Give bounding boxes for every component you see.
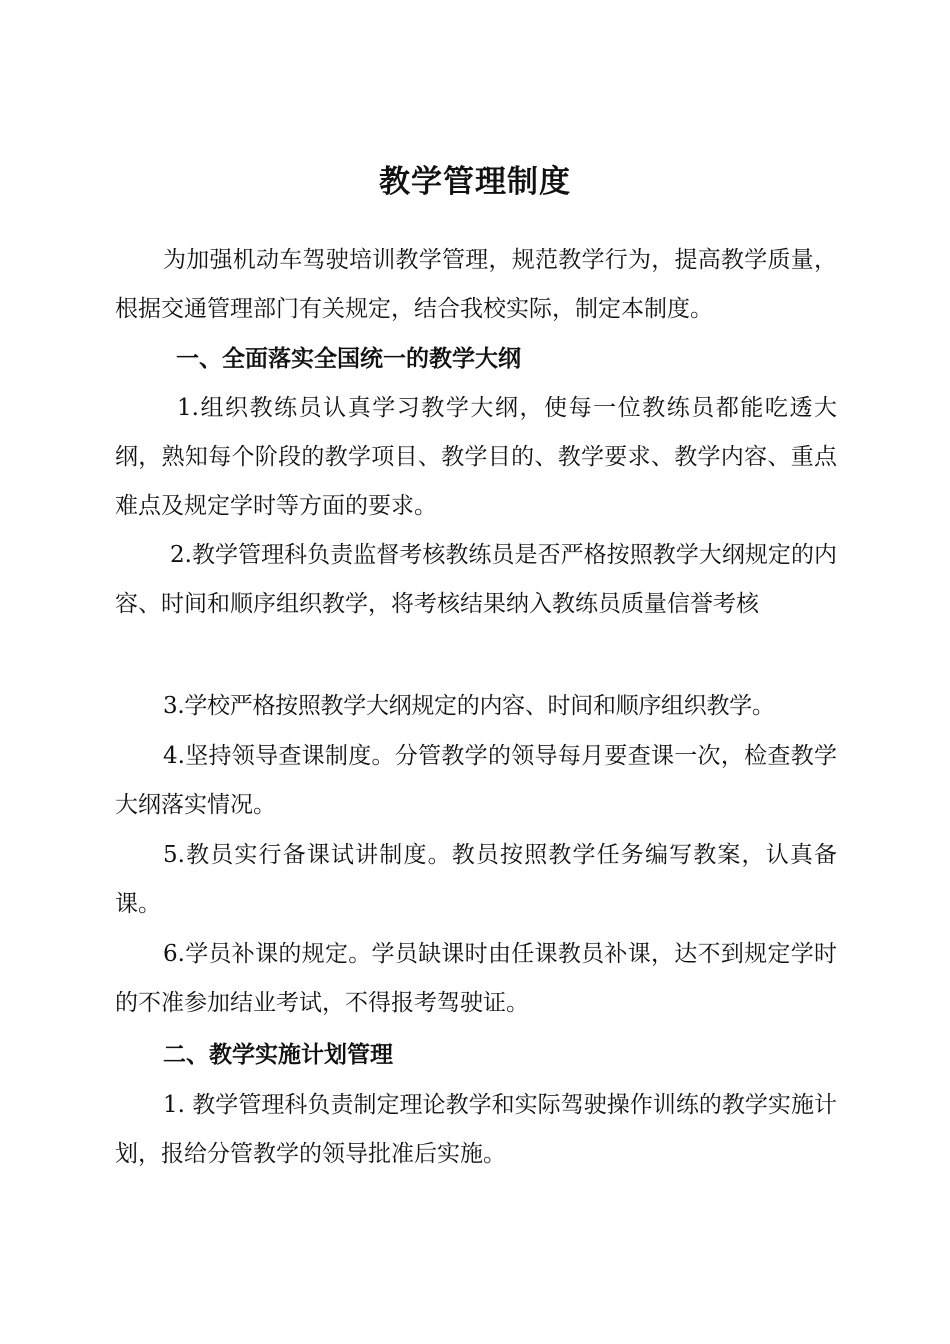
section-two-item-1: 1. 教学管理科负责制定理论教学和实际驾驶操作训练的教学实施计划，报给分管教学的领导批准后实施。 xyxy=(115,1092,837,1167)
section-one-item-6: 6.学员补课的规定。学员缺课时由任课教员补课，达不到规定学时的不准参加结业考试，不得报考驾驶证。 xyxy=(115,941,837,1016)
section-one-item-2: 2.教学管理科负责监督考核教练员是否严格按照教学大纲规定的内容、时间和顺序组织教学，将考核结果纳入教练员质量信誉考核 xyxy=(115,542,837,617)
section-one-item-3: 3.学校严格按照教学大纲规定的内容、时间和顺序组织教学。 xyxy=(163,693,775,719)
section-two-heading: 二、教学实施计划管理 xyxy=(163,1041,393,1068)
section-one-heading: 一、全面落实全国统一的教学大纲 xyxy=(176,345,521,372)
section-one-item-5: 5.教员实行备课试讲制度。教员按照教学任务编写教案，认真备课。 xyxy=(115,842,837,917)
intro-paragraph: 为加强机动车驾驶培训教学管理，规范教学行为，提高教学质量，根据交通管理部门有关规定，结合我校实际，制定本制度。 xyxy=(115,247,837,322)
section-one-item-4: 4.坚持领导查课制度。分管教学的领导每月要查课一次，检查教学大纲落实情况。 xyxy=(115,743,837,818)
document-title: 教学管理制度 xyxy=(379,164,571,200)
section-one-item-1: 1.组织教练员认真学习教学大纲，使每一位教练员都能吃透大纲，熟知每个阶段的教学项目、教学目的、教学要求、教学内容、重点难点及规定学时等方面的要求。 xyxy=(115,395,837,519)
